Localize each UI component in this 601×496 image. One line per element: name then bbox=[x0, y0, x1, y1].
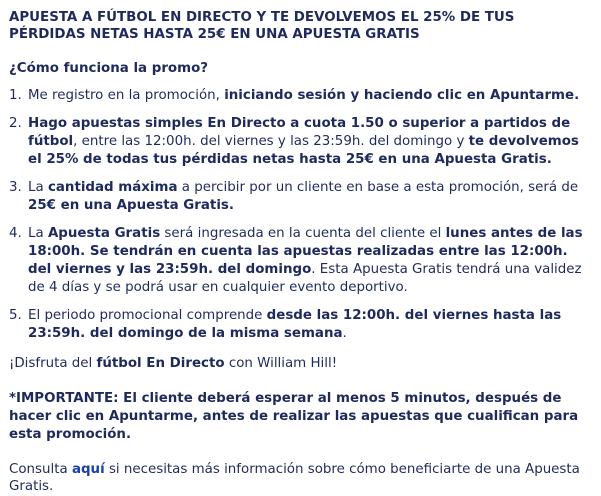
step-text bbox=[28, 308, 561, 341]
step-number: 2. bbox=[9, 115, 22, 131]
step-text-bold: 25€ en una Apuesta Gratis. bbox=[28, 198, 234, 214]
step-number: 5. bbox=[9, 308, 22, 324]
step-text-run: . Esta Apuesta Gratis tendrá una validez de 4 días y se podrá usar en cualquier evento deportivo. bbox=[28, 262, 582, 296]
step-text-run: El periodo promocional comprende bbox=[28, 308, 267, 324]
step-number: 4. bbox=[9, 225, 22, 241]
list-item bbox=[9, 115, 594, 170]
consult-pre: Consulta bbox=[9, 461, 72, 477]
promo-headline: APUESTA A FÚTBOL EN DIRECTO Y TE DEVOLVEMOS EL 25% DE TUS PÉRDIDAS NETAS HASTA 25€ EN UNA APUESTA GRATIS bbox=[9, 10, 515, 42]
step-text-bold: Hago apuestas simples En Directo a cuota 1.50 o superior a partidos de fútbol bbox=[28, 115, 571, 149]
step-text-run: Me registro en la promoción, bbox=[28, 88, 225, 103]
step-text-run: será ingresada en la cuenta del cliente el bbox=[160, 225, 446, 241]
consult-post: si necesitas más información sobre cómo beneficiarte de una Apuesta Gratis. bbox=[9, 461, 580, 495]
step-text bbox=[28, 180, 578, 213]
promo-content bbox=[9, 9, 594, 496]
step-text bbox=[28, 88, 579, 103]
important-notice: *IMPORTANTE: El cliente deberá esperar al menos 5 minutos, después de hacer clic en Apuntarme, antes de realizar las apuestas que cualifican para esta promoción. bbox=[9, 390, 579, 442]
step-text-bold: cantidad máxima bbox=[47, 179, 178, 195]
step-text bbox=[28, 226, 583, 296]
step-text-run: a percibir por un cliente en base a esta promoción, será de bbox=[177, 179, 579, 195]
step-text-bold: lunes antes de las 18:00h. Se tendrán en cuenta las apuestas realizadas entre las 12:00h. del viernes y las 23:59h. del domingo bbox=[28, 225, 583, 278]
list-item bbox=[9, 179, 594, 215]
step-number: 3. bbox=[9, 179, 22, 195]
list-item bbox=[9, 225, 594, 298]
step-text-bold: te devolvemos el 25% de todas tus pérdidas netas hasta 25€ en una Apuesta Gratis. bbox=[28, 133, 579, 168]
step-text-run: , entre las 12:00h. del viernes y las 23:59h. del domingo y bbox=[73, 133, 469, 149]
enjoy-line bbox=[9, 355, 594, 373]
consult-line bbox=[9, 461, 594, 496]
step-text-run: La bbox=[28, 225, 48, 241]
enjoy-post: con William Hill! bbox=[224, 356, 338, 372]
list-item bbox=[9, 307, 594, 343]
list-item bbox=[9, 87, 594, 105]
step-text-run: La bbox=[28, 179, 48, 195]
step-text bbox=[28, 116, 579, 167]
step-number: 1. bbox=[9, 88, 22, 103]
enjoy-bold: fútbol En Directo bbox=[96, 356, 225, 372]
steps-list bbox=[9, 87, 594, 343]
step-text-bold: Apuesta Gratis bbox=[47, 225, 161, 241]
step-text-run: . bbox=[342, 326, 347, 342]
more-info-link[interactable]: aquí bbox=[71, 461, 105, 477]
step-text-bold: iniciando sesión y haciendo clic en Apuntarme. bbox=[224, 88, 580, 103]
step-text-bold: desde las 12:00h. del viernes hasta las 23:59h. del domingo de la misma semana bbox=[28, 308, 562, 342]
how-it-works-heading: ¿Cómo funciona la promo? bbox=[9, 61, 209, 76]
enjoy-pre: ¡Disfruta del bbox=[9, 356, 97, 372]
